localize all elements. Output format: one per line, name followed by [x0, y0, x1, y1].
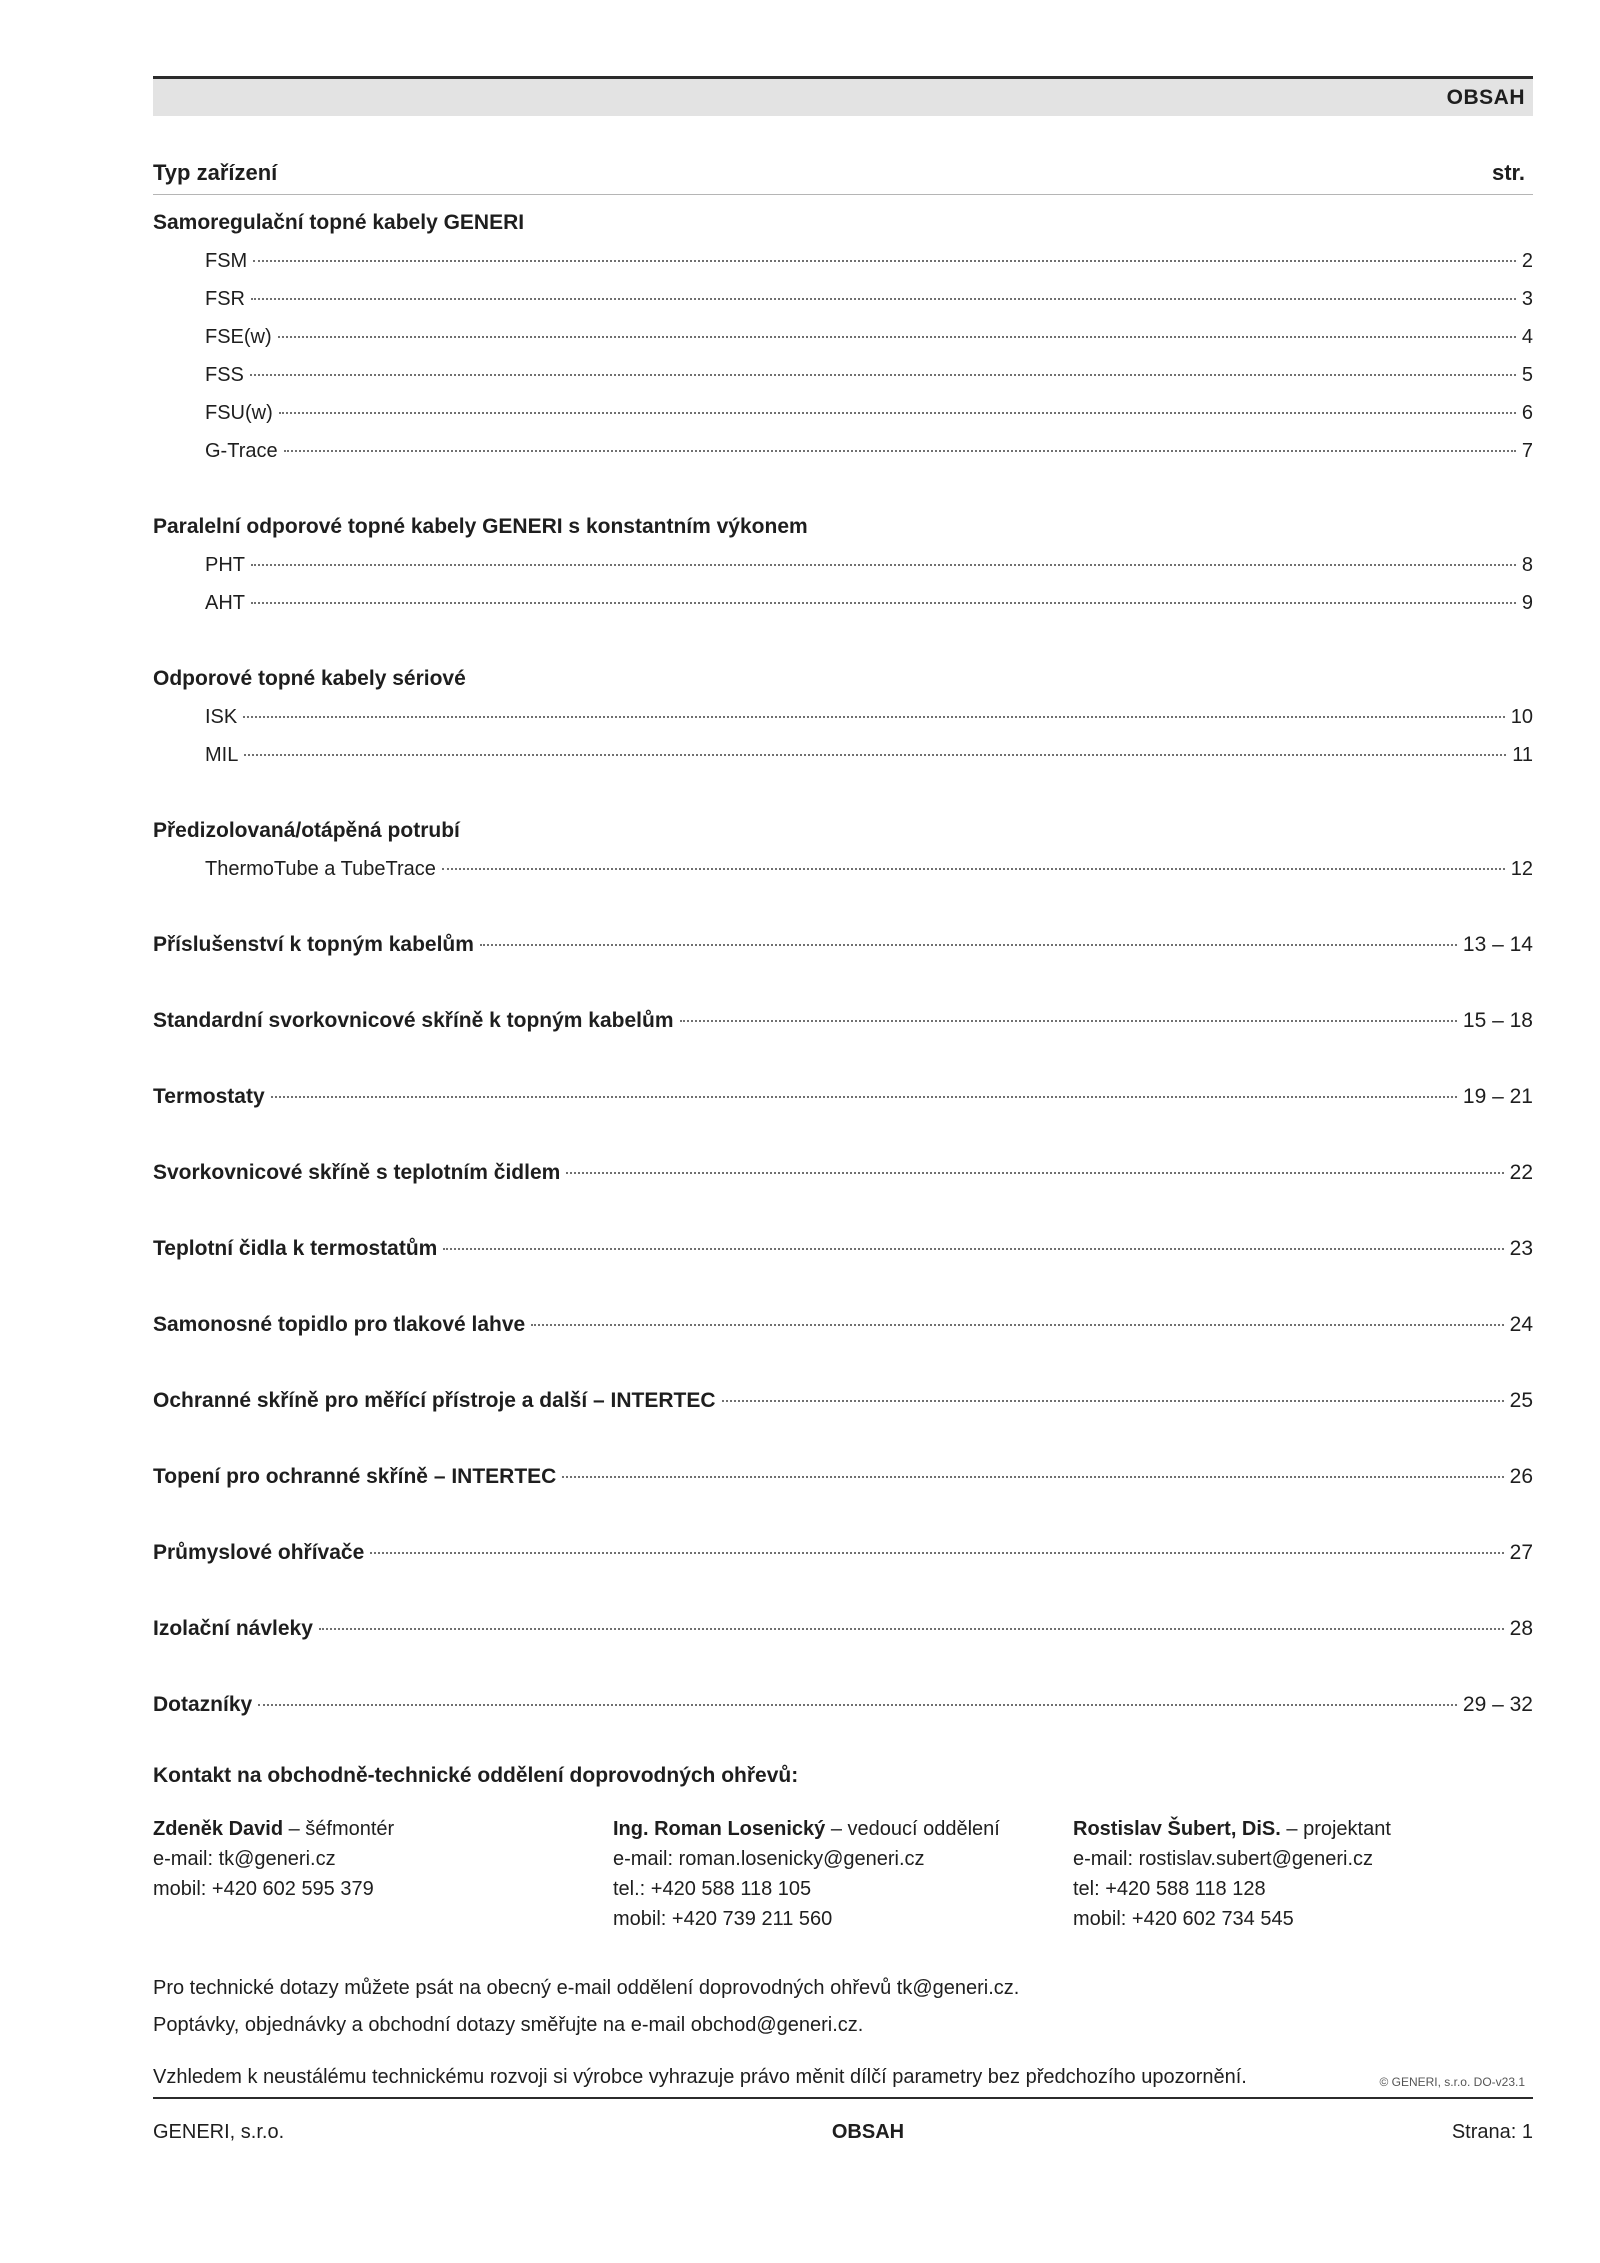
dot-leader: [251, 602, 1516, 604]
toc-group-title: Odporové topné kabely sériové: [153, 667, 466, 690]
toc-item-page: 3: [1521, 288, 1533, 310]
toc-entry[interactable]: [153, 1306, 1533, 1344]
toc-entry-label: Standardní svorkovnicové skříně k topným kabelům: [153, 1009, 674, 1032]
person-phone: tel.: +420 588 118 105: [613, 1878, 812, 1900]
person-mobile: mobil: +420 602 734 545: [1073, 1908, 1294, 1930]
version-label: © GENERI, s.r.o. DO-v23.1: [1379, 2075, 1525, 2089]
toc-entry[interactable]: [153, 1686, 1533, 1724]
toc-entry[interactable]: [153, 1078, 1533, 1116]
dot-leader: [250, 374, 1516, 376]
dot-leader: [370, 1552, 1503, 1554]
dot-leader: [566, 1172, 1503, 1174]
spacer: [153, 964, 1533, 1002]
toc-entry-label: Průmyslové ohřívače: [153, 1541, 365, 1564]
toc-entry-page: 22: [1509, 1161, 1533, 1184]
toc-entry-label: Ochranné skříně pro měřící přístroje a další – INTERTEC: [153, 1389, 716, 1412]
toc-entry-page: 15 – 18: [1462, 1009, 1533, 1032]
dot-leader: [244, 754, 1506, 756]
person-name: Rostislav Šubert, DiS.: [1073, 1818, 1281, 1840]
spacer: [153, 774, 1533, 812]
toc-entry-page: 28: [1509, 1617, 1533, 1640]
contact-person: [153, 1814, 613, 1934]
toc-item[interactable]: [153, 698, 1533, 736]
dot-leader: [271, 1096, 1457, 1098]
dot-leader: [319, 1628, 1504, 1630]
person-name: Ing. Roman Losenický: [613, 1818, 826, 1840]
table-of-contents: [153, 204, 1533, 1724]
spacer: [153, 1040, 1533, 1078]
dot-leader: [243, 716, 1505, 718]
person-phone: mobil: +420 602 595 379: [153, 1878, 374, 1900]
toc-entry-page: 13 – 14: [1462, 933, 1533, 956]
person-name: Zdeněk David: [153, 1818, 284, 1840]
toc-item-label: FSS: [205, 364, 244, 386]
toc-item-page: 7: [1521, 440, 1533, 462]
toc-entry-label: Topení pro ochranné skříně – INTERTEC: [153, 1465, 557, 1488]
column-header: [153, 160, 1533, 195]
dot-leader: [251, 564, 1516, 566]
toc-item-label: ThermoTube a TubeTrace: [205, 858, 436, 880]
toc-item-label: FSM: [205, 250, 248, 272]
contact-section: [153, 1764, 1533, 1934]
toc-item-page: 8: [1521, 554, 1533, 576]
toc-entry-label: Dotazníky: [153, 1693, 253, 1716]
toc-item-label: FSR: [205, 288, 245, 310]
contact-person: [1073, 1814, 1533, 1934]
dot-leader: [253, 260, 1516, 262]
page: [153, 76, 1533, 2144]
spacer: [153, 1116, 1533, 1154]
contact-persons: [153, 1814, 1533, 1934]
toc-group-title: Paralelní odporové topné kabely GENERI s konstantním výkonem: [153, 515, 808, 538]
person-email[interactable]: e-mail: rostislav.subert@generi.cz: [1073, 1848, 1374, 1870]
spacer: [153, 622, 1533, 660]
dot-leader: [562, 1476, 1503, 1478]
footer-page: Strana: 1: [1451, 2121, 1533, 2143]
toc-item-page: 5: [1521, 364, 1533, 386]
toc-item[interactable]: [153, 736, 1533, 774]
toc-entry[interactable]: [153, 1534, 1533, 1572]
disclaimer-row: [153, 2066, 1533, 2089]
spacer: [153, 888, 1533, 926]
dot-leader: [442, 868, 1505, 870]
toc-entry-page: 29 – 32: [1462, 1693, 1533, 1716]
toc-item-page: 11: [1512, 744, 1533, 766]
column-left-label: Typ zařízení: [153, 160, 278, 185]
toc-item-label: FSE(w): [205, 326, 272, 348]
dot-leader: [278, 336, 1516, 338]
person-phone: tel: +420 588 118 128: [1073, 1878, 1266, 1900]
toc-item-page: 2: [1521, 250, 1533, 272]
toc-entry[interactable]: [153, 1610, 1533, 1648]
spacer: [153, 1344, 1533, 1382]
person-role: – vedoucí oddělení: [825, 1818, 1000, 1840]
contact-person: [613, 1814, 1073, 1934]
toc-item[interactable]: [153, 280, 1533, 318]
toc-entry-page: 27: [1509, 1541, 1533, 1564]
toc-entry-page: 19 – 21: [1462, 1085, 1533, 1108]
toc-entry-page: 23: [1509, 1237, 1533, 1260]
footer: [153, 2097, 1533, 2144]
toc-item-label: FSU(w): [205, 402, 273, 424]
toc-item[interactable]: [153, 850, 1533, 888]
toc-item-label: G-Trace: [205, 440, 278, 462]
person-email[interactable]: e-mail: tk@generi.cz: [153, 1848, 336, 1870]
person-mobile: mobil: +420 739 211 560: [613, 1908, 833, 1930]
toc-item[interactable]: [153, 318, 1533, 356]
toc-item-page: 9: [1521, 592, 1533, 614]
contact-title: Kontakt na obchodně-technické oddělení doprovodných ohřevů:: [153, 1764, 799, 1787]
person-role: – šéfmontér: [283, 1818, 395, 1840]
dot-leader: [279, 412, 1516, 414]
spacer: [153, 1496, 1533, 1534]
toc-entry[interactable]: [153, 1382, 1533, 1420]
dot-leader: [258, 1704, 1457, 1706]
toc-entry-page: 24: [1509, 1313, 1533, 1336]
dot-leader: [531, 1324, 1503, 1326]
toc-entry-label: Izolační návleky: [153, 1617, 313, 1640]
footer-section: OBSAH: [831, 2121, 905, 2143]
header-title: OBSAH: [1446, 85, 1525, 109]
toc-item[interactable]: [153, 546, 1533, 584]
person-email[interactable]: e-mail: roman.losenicky@generi.cz: [613, 1848, 925, 1870]
toc-item-label: MIL: [205, 744, 239, 766]
spacer: [153, 1572, 1533, 1610]
toc-entry[interactable]: [153, 1154, 1533, 1192]
toc-item-page: 6: [1521, 402, 1533, 424]
toc-item[interactable]: [153, 584, 1533, 622]
header-bar: [153, 76, 1533, 116]
toc-group-title: Samoregulační topné kabely GENERI: [153, 211, 525, 234]
spacer: [153, 1192, 1533, 1230]
dot-leader: [443, 1248, 1503, 1250]
note-line: Poptávky, objednávky a obchodní dotazy směřujte na e-mail obchod@generi.cz.: [153, 2014, 864, 2036]
toc-entry[interactable]: [153, 1230, 1533, 1268]
toc-entry-label: Samonosné topidlo pro tlakové lahve: [153, 1313, 526, 1336]
toc-item-label: PHT: [205, 554, 245, 576]
dot-leader: [680, 1020, 1457, 1022]
spacer: [153, 1648, 1533, 1686]
spacer: [153, 1420, 1533, 1458]
toc-entry[interactable]: [153, 1002, 1533, 1040]
toc-entry-label: Příslušenství k topným kabelům: [153, 933, 474, 956]
toc-item[interactable]: [153, 432, 1533, 470]
toc-item-page: 10: [1510, 706, 1533, 728]
toc-entry-label: Svorkovnicové skříně s teplotním čidlem: [153, 1161, 561, 1184]
toc-item-page: 4: [1521, 326, 1533, 348]
disclaimer-text: Vzhledem k neustálému technickému rozvoji si výrobce vyhrazuje právo měnit dílčí parametry bez předchozího upozornění.: [153, 2066, 1247, 2088]
person-role: – projektant: [1280, 1818, 1391, 1840]
toc-item-page: 12: [1510, 858, 1533, 880]
toc-entry[interactable]: [153, 1458, 1533, 1496]
toc-item[interactable]: [153, 356, 1533, 394]
footer-company: GENERI, s.r.o.: [153, 2121, 285, 2143]
dot-leader: [480, 944, 1457, 946]
toc-group-title: Předizolovaná/otápěná potrubí: [153, 819, 460, 842]
toc-entry[interactable]: [153, 926, 1533, 964]
dot-leader: [284, 450, 1516, 452]
notes: [153, 1970, 1533, 2044]
toc-entry-page: 26: [1509, 1465, 1533, 1488]
spacer: [153, 1268, 1533, 1306]
toc-entry-label: Teplotní čidla k termostatům: [153, 1237, 438, 1260]
spacer: [153, 470, 1533, 508]
toc-item-label: AHT: [205, 592, 245, 614]
dot-leader: [722, 1400, 1504, 1402]
toc-item-label: ISK: [205, 706, 238, 728]
toc-item[interactable]: [153, 242, 1533, 280]
note-line: Pro technické dotazy můžete psát na obecný e-mail oddělení doprovodných ohřevů tk@generi.cz.: [153, 1977, 1020, 1999]
column-right-label: str.: [1491, 160, 1525, 185]
toc-entry-page: 25: [1509, 1389, 1533, 1412]
toc-item[interactable]: [153, 394, 1533, 432]
toc-entry-label: Termostaty: [153, 1085, 265, 1108]
dot-leader: [251, 298, 1516, 300]
